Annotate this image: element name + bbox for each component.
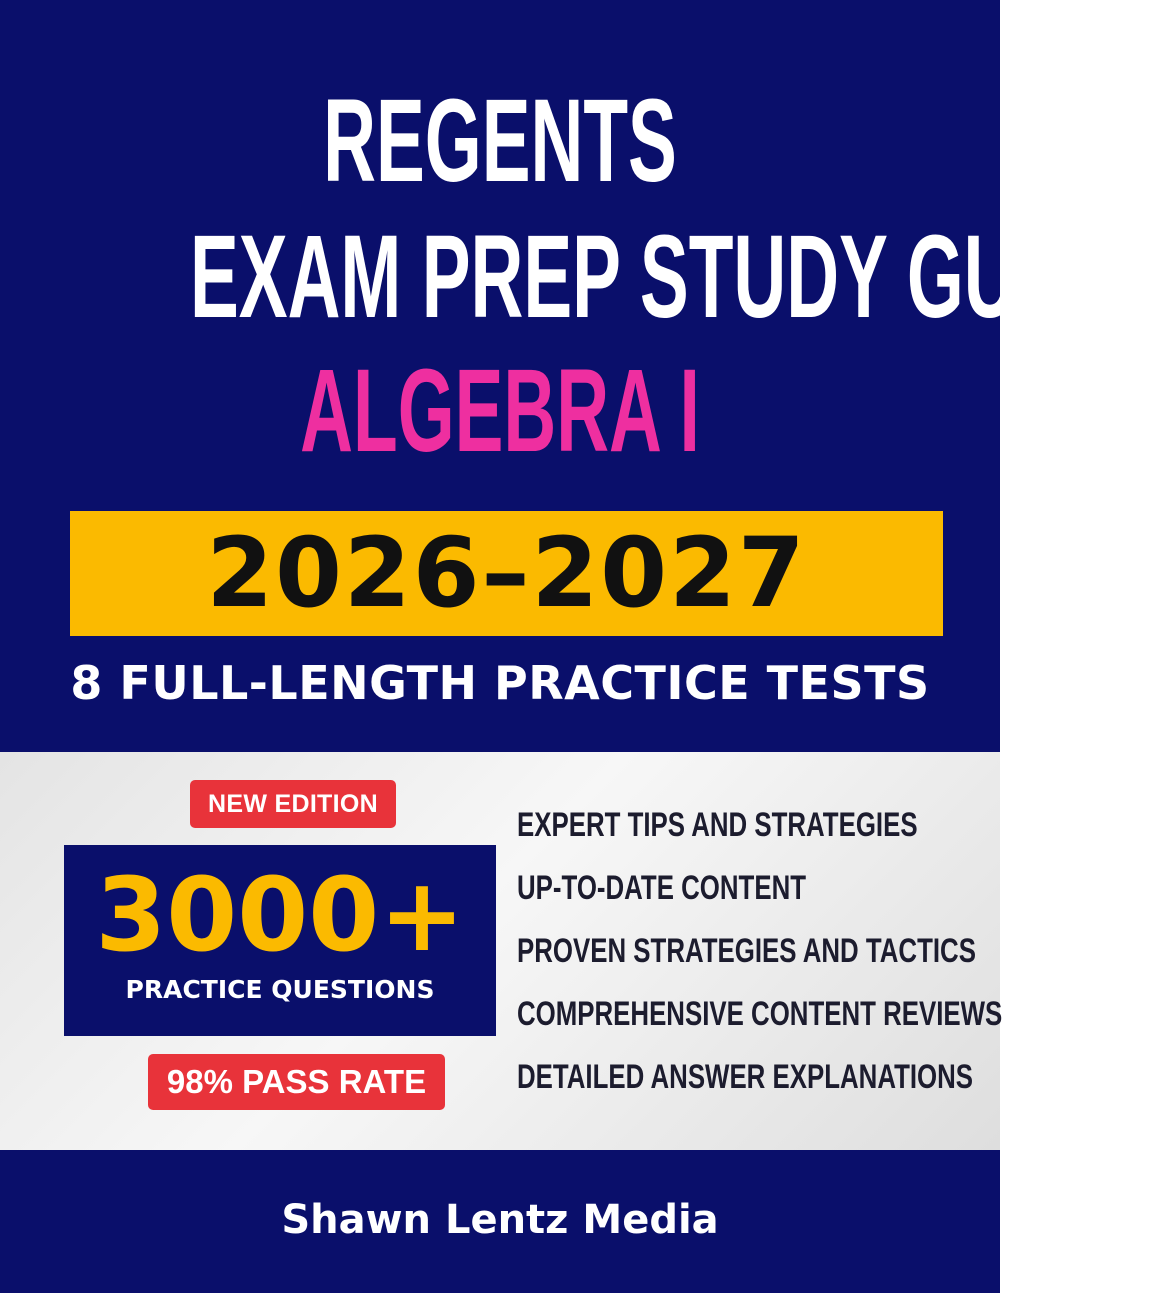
feature-item: COMPREHENSIVE CONTENT REVIEWS	[517, 995, 1003, 1033]
question-count-box	[64, 845, 496, 1036]
new-edition-badge: NEW EDITION	[190, 780, 396, 828]
question-count-label: PRACTICE QUESTIONS	[125, 975, 435, 1004]
feature-list	[517, 808, 1156, 1123]
feature-item: UP-TO-DATE CONTENT	[517, 869, 807, 907]
cover-bottom-section	[0, 1150, 1000, 1293]
publisher-name: Shawn Lentz Media	[281, 1197, 719, 1243]
year-banner	[70, 511, 943, 636]
cover-feature-section	[0, 752, 1003, 1150]
title-line-subject: ALGEBRA I	[300, 345, 700, 477]
pass-rate-badge: 98% PASS RATE	[148, 1054, 445, 1110]
feature-item: EXPERT TIPS AND STRATEGIES	[517, 806, 918, 844]
feature-item: DETAILED ANSWER EXPLANATIONS	[517, 1058, 974, 1096]
question-count: 3000+	[95, 856, 465, 975]
practice-tests-tagline: 8 FULL-LENGTH PRACTICE TESTS	[70, 656, 930, 710]
title-line-study-guide: EXAM PREP STUDY GUIDE	[190, 211, 1139, 343]
feature-item: PROVEN STRATEGIES AND TACTICS	[517, 932, 976, 970]
year-range: 2026–2027	[206, 517, 807, 629]
title-line-regents: REGENTS	[323, 75, 677, 207]
